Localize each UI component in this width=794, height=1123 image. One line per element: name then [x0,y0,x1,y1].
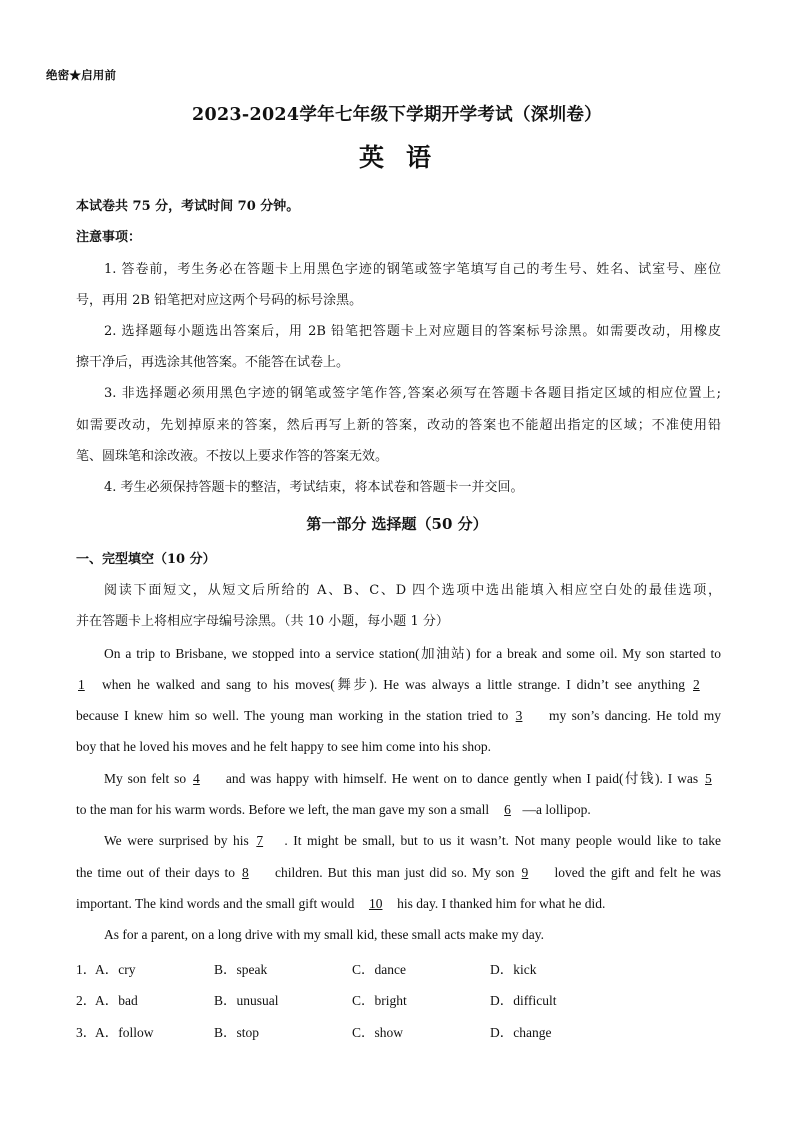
blank-7: 7 [256,833,264,848]
option-c: C．bright [352,993,407,1008]
question-number: 2． [76,993,97,1008]
passage-p2-line-1: My son felt so 4 and was happy with himself. He went on to dance gently when I paid(付钱). I was 5 [76,771,721,787]
option-a: A．bad [95,993,138,1008]
passage-p3-line-1: We were surprised by his 7 . It might be small, but to us it wasn’t. Not many people would like to take [104,833,721,848]
passage-p1-line-2: 1 when he walked and sang to his moves(舞步). He was always a little strange. I didn’t see anything 2 [76,677,721,693]
option-a: A．cry [95,962,136,977]
passage-p1-line-4: boy that he loved his moves and he felt happy to see him come into his shop. [76,739,492,754]
note-2-line-2: 擦干净后，再选涂其他答案。不能答在试卷上。 [76,355,350,370]
passage-p1-line-1: On a trip to Brisbane, we stopped into a service station(加油站) for a break and some oil. My son started to [104,646,721,661]
confidential-label: 绝密★启用前 [46,68,117,82]
note-3-line-2: 如需要改动，先划掉原来的答案，然后再写上新的答案，改动的答案也不能超出指定的区域；不准使用铅 [76,418,721,433]
option-d: D．difficult [490,993,557,1008]
blank-5: 5 [705,771,712,786]
option-d: D．change [490,1025,552,1040]
question-number: 3． [76,1025,97,1040]
question-number: 1． [76,962,97,977]
passage-p3-line-2: the time out of their days to 8 children. But this man just did so. My son 9 loved the gift and felt he was [76,865,721,880]
option-d: D．kick [490,962,537,977]
passage-p4: As for a parent, on a long drive with my small kid, these small acts make my day. [104,927,545,942]
passage-p1-line-3: because I knew him so well. The young man working in the station tried to 3 my son’s dancing. He told my [76,708,721,723]
note-3-line-3: 笔、圆珠笔和涂改液。不按以上要求作答的答案无效。 [76,449,389,464]
notes-title: 注意事项： [76,230,142,245]
note-1-line-1: 1. 答卷前，考生务必在答题卡上用黑色字迹的钢笔或签字笔填写自己的考生号、姓名、试室号、座位 [104,262,721,277]
option-a: A．follow [95,1025,154,1040]
instructions-line-1: 阅读下面短文，从短文后所给的 A、B、C、D 四个选项中选出能填入相应空白处的最佳选项， [104,583,721,598]
blank-1: 1 [78,677,85,692]
blank-4: 4 [193,771,200,786]
note-3-line-1: 3. 非选择题必须用黑色字迹的钢笔或签字笔作答,答案必须写在答题卡各题目指定区域的相应位置上; [104,386,721,401]
option-b: B．speak [214,962,268,977]
note-4: 4. 考生必须保持答题卡的整洁，考试结束，将本试卷和答题卡一并交回。 [104,480,524,495]
exam-title: 2023-2024学年七年级下学期开学考试（深圳卷） [192,105,602,125]
passage-p3-line-3: important. The kind words and the small gift would 10 his day. I thanked him for what he did. [76,896,606,911]
exam-info: 本试卷共 75 分，考试时间 70 分钟。 [76,199,300,214]
blank-6: 6 [504,802,511,817]
option-b: B．unusual [214,993,279,1008]
blank-3: 3 [515,708,523,723]
option-b: B．stop [214,1025,260,1040]
blank-10: 10 [368,896,383,911]
part-title: 一、完型填空（10 分） [76,552,216,567]
option-c: C．show [352,1025,404,1040]
note-2-line-1: 2. 选择题每小题选出答案后，用 2B 铅笔把答题卡上对应题目的答案标号涂黑。如需要改动，用橡皮 [104,324,721,339]
instructions-line-2: 并在答题卡上将相应字母编号涂黑。（共 10 小题，每小题 1 分） [76,614,449,629]
blank-9: 9 [521,865,529,880]
passage-p2-line-2: to the man for his warm words. Before we left, the man gave my son a small 6 —a lollipop. [76,802,591,817]
blank-8: 8 [242,865,249,880]
option-c: C．dance [352,962,406,977]
note-1-line-2: 号，再用 2B 铅笔把对应这两个号码的标号涂黑。 [76,293,363,308]
section-heading: 第一部分 选择题（50 分） [306,515,488,533]
blank-2: 2 [693,677,700,692]
subject-title: 英语 [358,143,453,172]
